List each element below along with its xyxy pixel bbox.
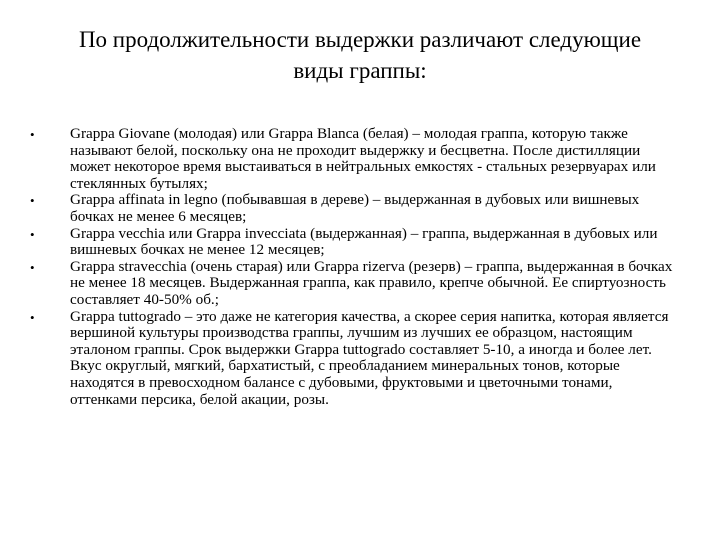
bullet-text: Grappa stravecchia (очень старая) или Grappa rizerva (резерв) – граппа, выдержанная в бочках не менее 18 месяцев. Выдержанная граппа, как правило, крепче обычной. Ее спиртуозность составляет 40-50% об.; bbox=[70, 257, 673, 308]
bullet-item-grappa-vecchia bbox=[0, 226, 720, 259]
bullet-text: Grappa tuttogrado – это даже не категория качества, а скорее серия напитка, которая является вершиной культуры производства граппы, лучшим из лучших ее образцом, настоящим эталоном граппы. Срок выдержки Grappa tuttogrado составляет 5-10, а иногда и более лет. Вкус округлый, мягкий, бархатистый, с преобладанием минеральных тонов, которые находятся в превосходном балансе с дубовыми, фруктовыми и цветочными тонами, оттенками персика, белой акации, розы. bbox=[70, 307, 669, 408]
bullet-dot-icon: • bbox=[30, 226, 35, 242]
title-line-2: виды граппы: bbox=[293, 58, 427, 83]
bullet-item-grappa-tuttogrado bbox=[0, 309, 720, 409]
bullet-item-grappa-affinata bbox=[0, 192, 720, 225]
bullet-dot-icon: • bbox=[30, 127, 35, 142]
bullet-text: Grappa Giovane (молодая) или Grappa Blanca (белая) – молодая граппа, которую также называют белой, поскольку она не проходит выдержку и бесцветна. После дистилляции может некоторое время выстаиваться в нейтральных емкостях - стальных резервуарах или стеклянных бутылях; bbox=[70, 125, 656, 192]
slide-title bbox=[40, 24, 680, 86]
bullet-dot-icon: • bbox=[30, 309, 35, 325]
bullet-text: Grappa affinata in legno (побывавшая в дереве) – выдержанная в дубовых или вишневых бочках не менее 6 месяцев; bbox=[70, 191, 640, 225]
bullet-dot-icon: • bbox=[30, 193, 35, 209]
bullet-dot-icon: • bbox=[30, 259, 35, 275]
bullet-text: Grappa vecchia или Grappa invecciata (выдержанная) – граппа, выдержанная в дубовых или вишневых бочках не менее 12 месяцев; bbox=[70, 224, 658, 259]
title-line-1: По продолжительности выдержки различают следующие bbox=[78, 27, 642, 52]
bullet-item-grappa-giovane bbox=[0, 126, 720, 192]
bullet-item-grappa-stravecchia bbox=[0, 259, 720, 309]
bullet-list bbox=[0, 126, 720, 408]
